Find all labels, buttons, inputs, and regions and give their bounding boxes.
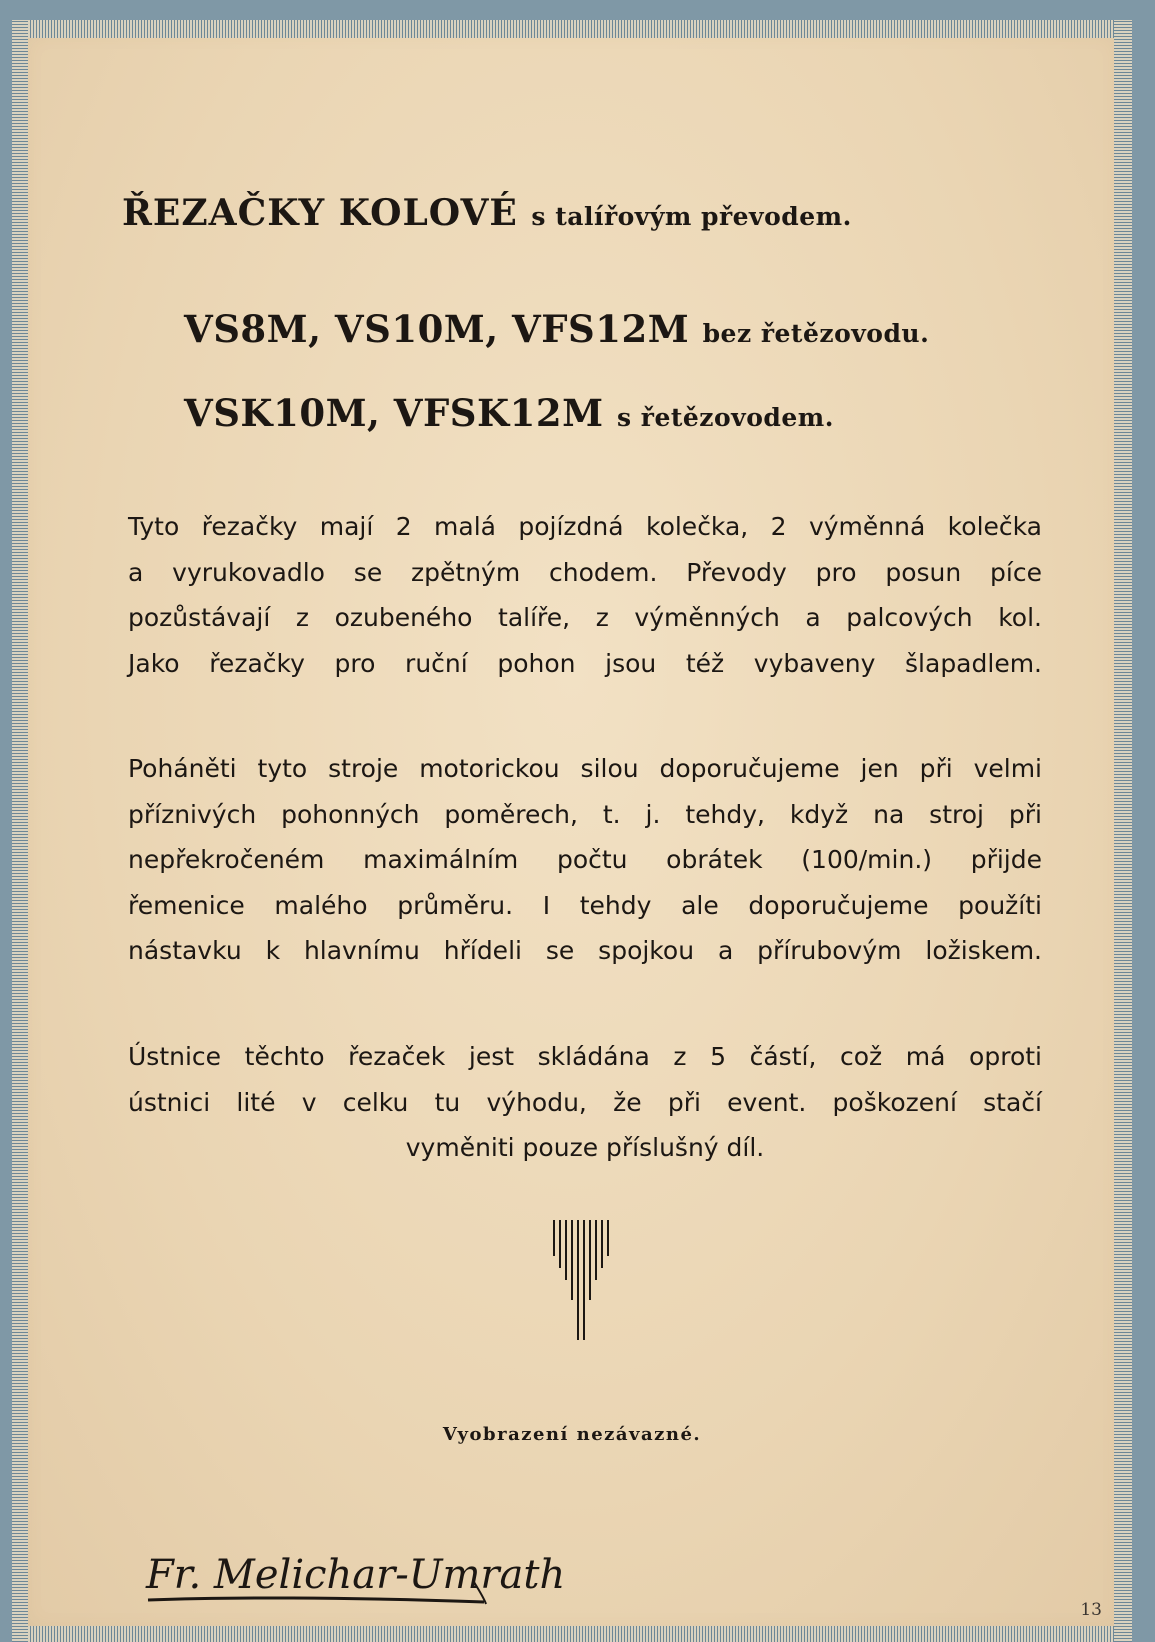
signature-text: Fr. Melichar-Umrath <box>146 1552 566 1598</box>
models-with-chain-note: s řetězovodem. <box>617 403 834 432</box>
ornament-icon <box>548 1220 618 1340</box>
models-without-chain-note: bez řetězovodu. <box>702 319 930 348</box>
models-without-chain-list: VS8M, VS10M, VFS12M <box>184 307 690 351</box>
page-title <box>122 192 852 234</box>
paragraph-line: nepřekročeném maximálním počtu obrátek (100/min.) přijde <box>128 845 1042 874</box>
title-main: ŘEZAČKY KOLOVÉ <box>122 192 518 234</box>
decorative-border-top <box>12 20 1132 38</box>
paragraph-mouthpiece <box>128 1034 1042 1171</box>
paragraph-line: ústnici lité v celku tu výhodu, že při event. poškození stačí <box>128 1087 1042 1117</box>
signature-logo <box>144 1542 566 1610</box>
catalog-page <box>12 20 1132 1642</box>
decorative-border-bottom <box>12 1626 1132 1642</box>
paragraph-line: nástavku k hlavnímu hřídeli se spojkou a přírubovým ložiskem. <box>128 936 1042 965</box>
paragraph-line: Tyto řezačky mají 2 malá pojízdná kolečka, 2 výměnná kolečka <box>128 512 1042 541</box>
paragraph-line: Ústnice těchto řezaček jest skládána z 5 částí, což má oproti <box>128 1042 1042 1071</box>
paragraph-line: řemenice malého průměru. I tehdy ale doporučujeme použíti <box>128 890 1042 920</box>
models-without-chain <box>184 307 929 351</box>
disclaimer-notice: Vyobrazení nezávazné. <box>442 1424 702 1445</box>
decorative-border-left <box>12 20 28 1642</box>
paragraph-line: vyměniti pouze příslušný díl. <box>405 1133 765 1162</box>
models-with-chain-list: VSK10M, VFSK12M <box>184 391 604 435</box>
paragraph-motor-drive <box>128 746 1042 974</box>
decorative-border-right <box>1114 20 1132 1642</box>
paragraph-line: pozůstávají z ozubeného talíře, z výměnných a palcových kol. <box>128 603 1042 632</box>
title-sub: s talířovým převodem. <box>531 202 852 231</box>
paragraph-line: Jako řezačky pro ruční pohon jsou též vybaveny šlapadlem. <box>128 648 1042 678</box>
paragraph-line: příznivých pohonných poměrech, t. j. tehdy, když na stroj při <box>128 799 1042 829</box>
paragraph-line: a vyrukovadlo se zpětným chodem. Převody pro posun píce <box>128 557 1042 587</box>
models-with-chain <box>184 391 834 435</box>
page-number: 13 <box>1080 1600 1102 1620</box>
paragraph-features <box>128 504 1042 686</box>
paragraph-line: Poháněti tyto stroje motorickou silou doporučujeme jen při velmi <box>128 754 1042 783</box>
